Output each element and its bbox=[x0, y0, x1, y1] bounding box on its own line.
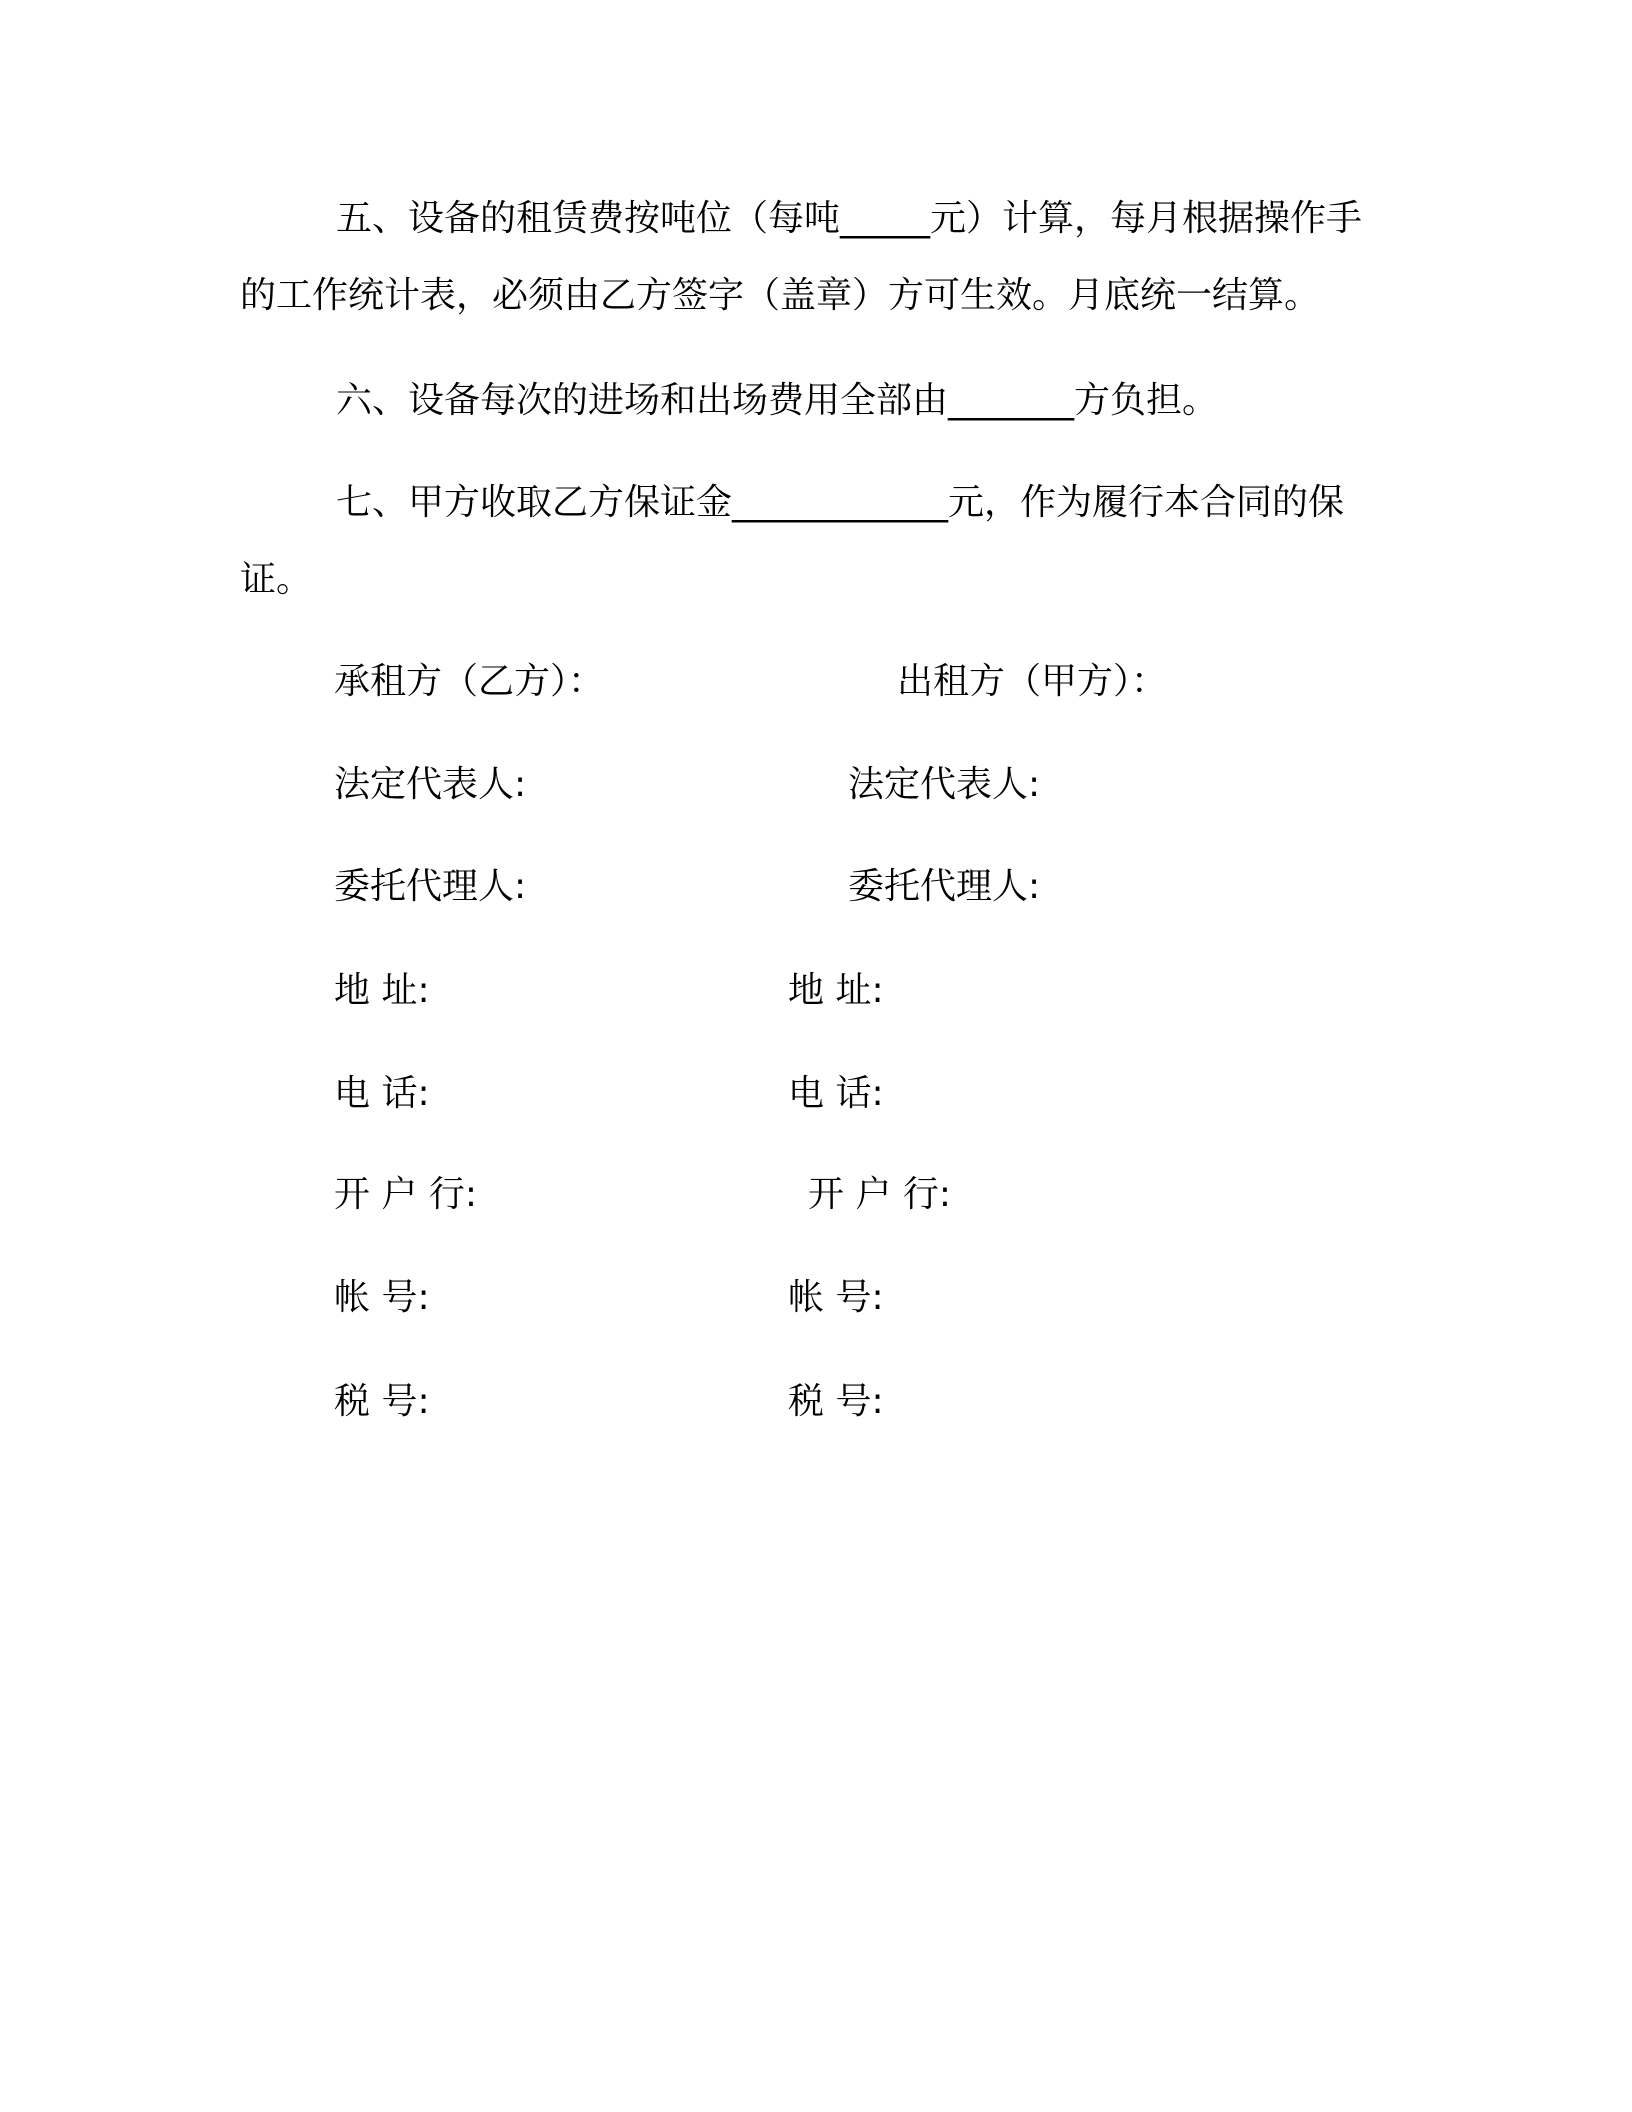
lessor-account-label: 帐 号: bbox=[788, 1277, 884, 1318]
lessor-phone-label: 电 话: bbox=[788, 1073, 884, 1114]
lessee-legal-rep-label: 法定代表人: bbox=[334, 764, 527, 805]
clause-5-rental-fee: 五、设备的租赁费按吨位（每吨_____元）计算，每月根据操作手的工作统计表，必须由乙方签字（盖章）方可生效。月底统一结算。 bbox=[240, 198, 1363, 316]
lessee-bank-label: 开 户 行: bbox=[334, 1174, 478, 1215]
clause-7-deposit: 七、甲方收取乙方保证金____________元，作为履行本合同的保证。 bbox=[240, 482, 1345, 600]
lessor-address-label: 地 址: bbox=[788, 970, 884, 1011]
clause-6-entry-exit-fee: 六、设备每次的进场和出场费用全部由_______方负担。 bbox=[336, 380, 1219, 421]
lessor-legal-rep-label: 法定代表人: bbox=[848, 764, 1041, 805]
lessor-tax-id-label: 税 号: bbox=[788, 1381, 884, 1422]
lessee-tax-id-label: 税 号: bbox=[334, 1381, 430, 1422]
lessee-account-label: 帐 号: bbox=[334, 1277, 430, 1318]
lessor-agent-label: 委托代理人: bbox=[848, 866, 1041, 907]
lessee-phone-label: 电 话: bbox=[334, 1073, 430, 1114]
lessee-party-label: 承租方（乙方）： bbox=[334, 661, 605, 702]
lessee-agent-label: 委托代理人: bbox=[334, 866, 527, 907]
lessor-bank-label: 开 户 行: bbox=[808, 1174, 952, 1215]
lessor-party-label: 出租方（甲方）： bbox=[897, 661, 1168, 702]
lessee-address-label: 地 址: bbox=[334, 970, 430, 1011]
